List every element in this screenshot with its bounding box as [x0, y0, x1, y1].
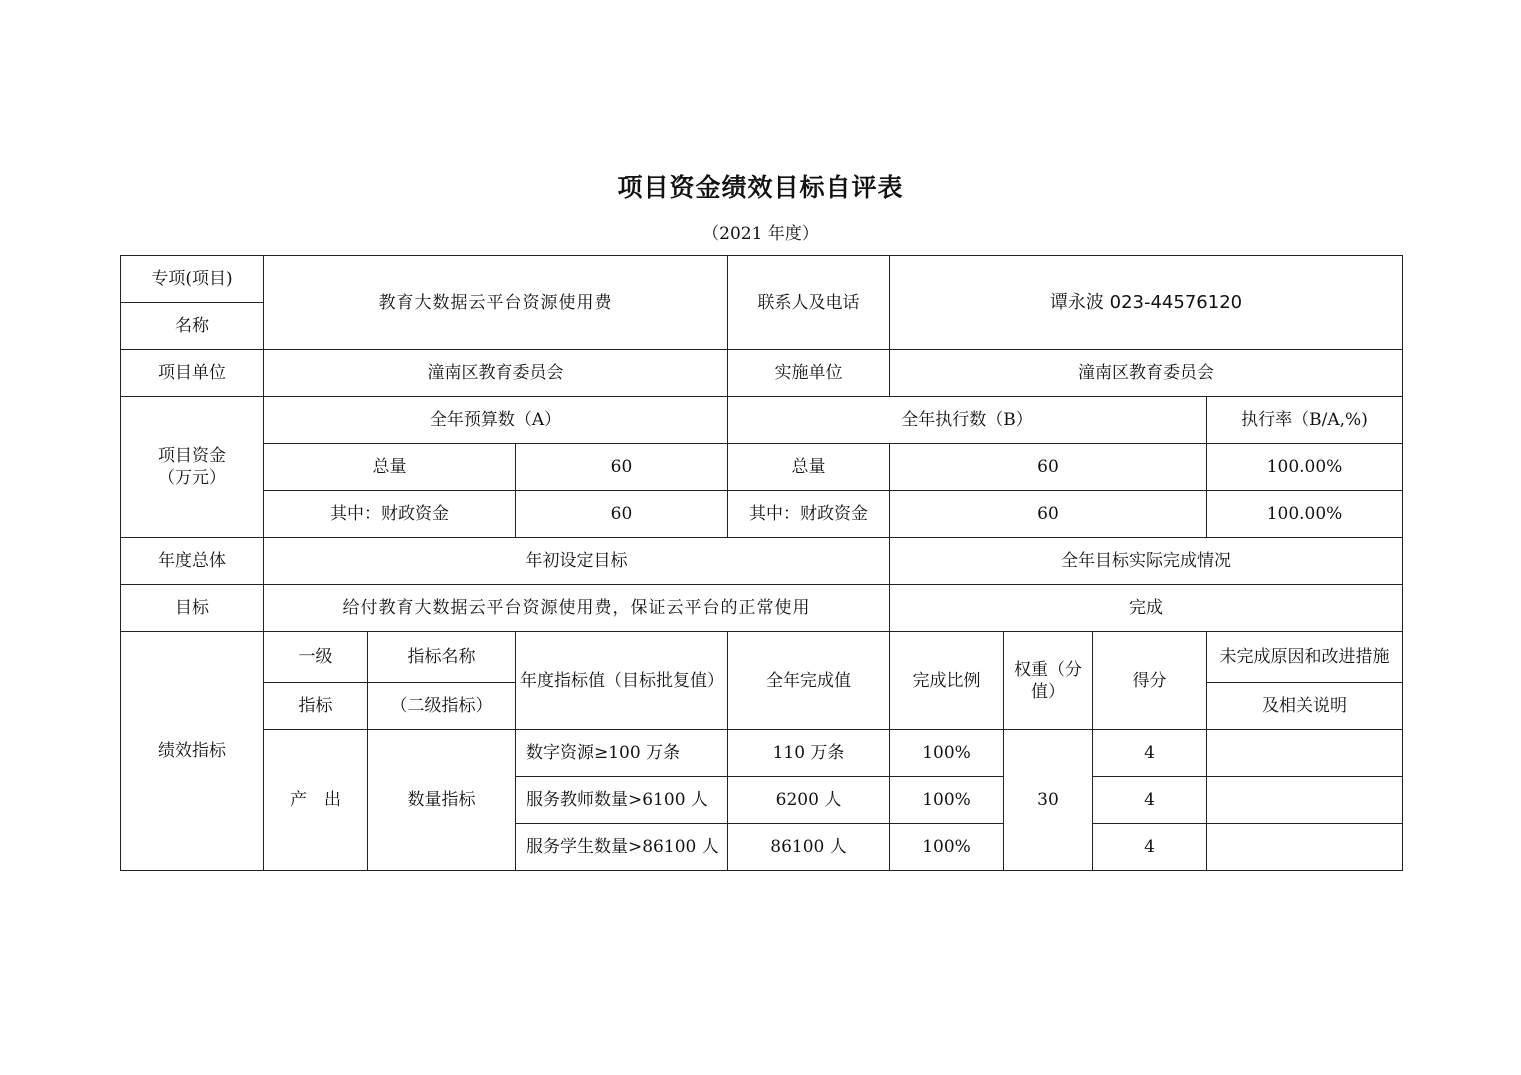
funds-label-line1: 项目资金 — [158, 446, 226, 466]
reason-value — [1207, 777, 1403, 824]
budget-total-label: 总量 — [264, 444, 516, 491]
actual-goal-value: 完成 — [890, 585, 1403, 632]
budget-header: 全年预算数（A） — [264, 397, 728, 444]
funds-label-line2: （万元） — [158, 468, 226, 488]
exec-total-label: 总量 — [728, 444, 890, 491]
performance-label: 绩效指标 — [121, 632, 264, 871]
budget-fiscal-value: 60 — [516, 491, 728, 538]
rate-header: 执行率（B/A,%) — [1207, 397, 1403, 444]
rate-fiscal-value: 100.00% — [1207, 491, 1403, 538]
actual-goal-header: 全年目标实际完成情况 — [890, 538, 1403, 585]
completed-value: 6200 人 — [728, 777, 890, 824]
reason-value — [1207, 824, 1403, 871]
project-name-value: 教育大数据云平台资源使用费 — [264, 256, 728, 350]
score-header: 得分 — [1093, 632, 1207, 730]
budget-total-value: 60 — [516, 444, 728, 491]
indicator-value: 服务教师数量>6100 人 — [516, 777, 728, 824]
year-subtitle: （2021 年度） — [702, 224, 819, 244]
completion-ratio: 100% — [890, 824, 1004, 871]
score-value: 4 — [1093, 730, 1207, 777]
exec-header: 全年执行数（B） — [728, 397, 1207, 444]
annual-value-header: 年度指标值（目标批复值） — [516, 632, 728, 730]
funds-label — [121, 397, 264, 538]
completed-value: 110 万条 — [728, 730, 890, 777]
reason-value — [1207, 730, 1403, 777]
completion-ratio: 100% — [890, 730, 1004, 777]
indicator-name-header-top: 指标名称 — [368, 632, 516, 683]
completed-value: 86100 人 — [728, 824, 890, 871]
score-value: 4 — [1093, 777, 1207, 824]
exec-total-value: 60 — [890, 444, 1207, 491]
level2-indicator: 数量指标 — [368, 730, 516, 871]
level1-header-bottom: 指标 — [264, 683, 368, 730]
initial-goal-value: 给付教育大数据云平台资源使用费，保证云平台的正常使用 — [264, 585, 890, 632]
reason-header-bottom: 及相关说明 — [1207, 683, 1403, 730]
impl-unit-value: 潼南区教育委员会 — [890, 350, 1403, 397]
project-unit-value: 潼南区教育委员会 — [264, 350, 728, 397]
level1-indicator: 产 出 — [264, 730, 368, 871]
contact-label: 联系人及电话 — [728, 256, 890, 350]
completed-value-header: 全年完成值 — [728, 632, 890, 730]
contact-value: 谭永波 023-44576120 — [890, 256, 1403, 350]
evaluation-table — [120, 255, 1403, 871]
weight-value: 30 — [1004, 730, 1093, 871]
indicator-value: 服务学生数量>86100 人 — [516, 824, 728, 871]
ratio-header: 完成比例 — [890, 632, 1004, 730]
level1-header-top: 一级 — [264, 632, 368, 683]
goal-label-bottom: 目标 — [121, 585, 264, 632]
budget-fiscal-label: 其中：财政资金 — [264, 491, 516, 538]
project-name-label-bottom: 名称 — [121, 303, 264, 350]
project-name-label-top: 专项(项目) — [121, 256, 264, 303]
exec-fiscal-label: 其中：财政资金 — [728, 491, 890, 538]
exec-fiscal-value: 60 — [890, 491, 1207, 538]
score-value: 4 — [1093, 824, 1207, 871]
indicator-value: 数字资源≥100 万条 — [516, 730, 728, 777]
initial-goal-header: 年初设定目标 — [264, 538, 890, 585]
project-unit-label: 项目单位 — [121, 350, 264, 397]
indicator-name-header-bottom: （二级指标） — [368, 683, 516, 730]
page-title: 项目资金绩效目标自评表 — [617, 173, 904, 202]
impl-unit-label: 实施单位 — [728, 350, 890, 397]
weight-header: 权重（分值） — [1004, 632, 1093, 730]
goal-label-top: 年度总体 — [121, 538, 264, 585]
rate-total-value: 100.00% — [1207, 444, 1403, 491]
table-row — [121, 730, 1403, 777]
reason-header-top: 未完成原因和改进措施 — [1207, 632, 1403, 683]
completion-ratio: 100% — [890, 777, 1004, 824]
